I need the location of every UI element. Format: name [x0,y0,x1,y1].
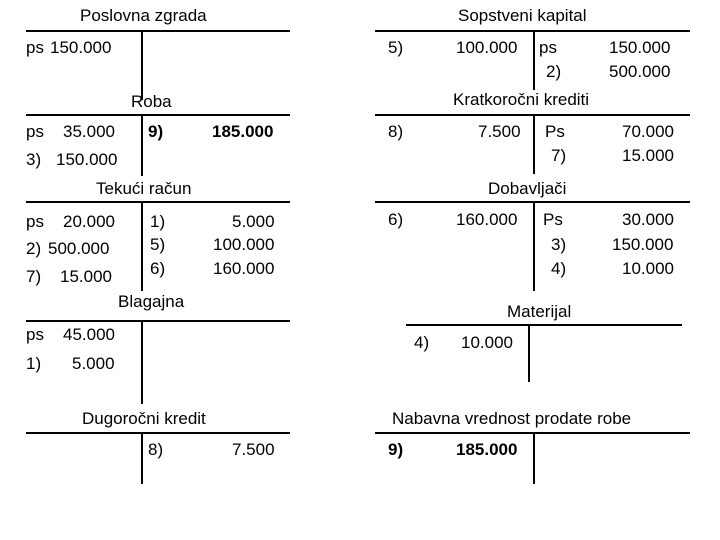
debit-ref: 8) [388,122,404,141]
credit-amount: 150.000 [609,38,671,57]
debit-amount: 150.000 [50,38,112,57]
debit-ref: 6) [388,210,404,229]
credit-amount: 150.000 [612,235,674,254]
credit-ref: 3) [551,235,567,254]
debit-amount: 185.000 [456,440,518,459]
t-account-top-line [26,201,290,203]
credit-ref: 5) [150,235,166,254]
t-account-top-line [26,320,290,322]
debit-ref: ps [26,212,44,231]
debit-amount: 10.000 [461,333,513,352]
debit-ref: 5) [388,38,404,57]
debit-amount: 15.000 [60,267,112,286]
t-account-top-line [26,432,290,434]
debit-ref: ps [26,38,44,57]
debit-ref: 4) [414,333,430,352]
credit-ref: 9) [148,122,164,141]
account-title: Dobavljači [488,179,567,198]
credit-ref: Ps [545,122,565,141]
credit-ref: 1) [150,212,166,231]
t-account-center-line [141,114,143,176]
debit-amount: 100.000 [456,38,518,57]
debit-ref: 2) [26,239,42,258]
account-title: Poslovna zgrada [80,6,207,25]
account-title: Dugoročni kredit [82,409,206,428]
credit-amount: 500.000 [609,62,671,81]
t-account-center-line [141,320,143,404]
credit-ref: Ps [543,210,563,229]
debit-ref: 7) [26,267,42,286]
debit-ref: 1) [26,354,42,373]
t-account-center-line [533,432,535,484]
credit-amount: 160.000 [213,259,275,278]
t-account-center-line [533,114,535,174]
t-account-center-line [141,201,143,291]
debit-ref: 3) [26,150,42,169]
credit-ref: 6) [150,259,166,278]
credit-ref: 2) [546,62,562,81]
account-title: Roba [131,92,172,111]
t-account-center-line [141,432,143,484]
t-account-center-line [528,324,530,382]
t-account-center-line [533,201,535,291]
debit-amount: 500.000 [48,239,110,258]
credit-ref: 7) [551,146,567,165]
debit-amount: 7.500 [478,122,521,141]
debit-amount: 150.000 [56,150,118,169]
credit-amount: 7.500 [232,440,275,459]
t-account-top-line [26,114,290,116]
credit-ref: 4) [551,259,567,278]
debit-ref: ps [26,122,44,141]
t-account-center-line [533,30,535,90]
credit-ref: 8) [148,440,164,459]
account-title: Materijal [507,302,572,321]
debit-amount: 45.000 [63,325,115,344]
account-title: Kratkoročni krediti [453,90,590,109]
credit-amount: 10.000 [622,259,674,278]
debit-amount: 160.000 [456,210,518,229]
debit-amount: 20.000 [63,212,115,231]
credit-amount: 30.000 [622,210,674,229]
t-account-center-line [141,30,143,100]
account-title: Tekući račun [96,179,192,198]
credit-amount: 100.000 [213,235,275,254]
t-account-top-line [406,324,682,326]
account-title: Sopstveni kapital [458,6,587,25]
account-title: Blagajna [118,292,185,311]
account-title: Nabavna vrednost prodate robe [392,409,632,428]
debit-amount: 35.000 [63,122,115,141]
credit-ref: ps [539,38,557,57]
debit-ref: ps [26,325,44,344]
credit-amount: 5.000 [232,212,275,231]
debit-amount: 5.000 [72,354,115,373]
credit-amount: 70.000 [622,122,674,141]
credit-amount: 185.000 [212,122,274,141]
t-account-top-line [26,30,290,32]
debit-ref: 9) [388,440,404,459]
credit-amount: 15.000 [622,146,674,165]
